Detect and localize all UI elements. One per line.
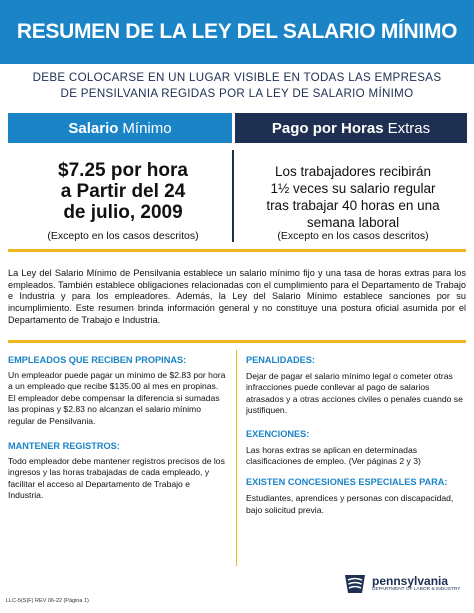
overtime-line-1: Los trabajadores recibirán: [274, 164, 432, 179]
special-allowances-section: [246, 477, 466, 516]
section-body: Las horas extras se aplican en determinadas clasificaciones de empleo. (Ver páginas 2 y 3): [246, 444, 421, 467]
pennsylvania-logo: [342, 567, 470, 601]
section-heading: EXISTEN CONCESIONES ESPECIALES PARA:: [246, 477, 448, 488]
gold-divider-top: [8, 249, 466, 252]
tipped-employees-section: [8, 355, 226, 427]
keystone-icon: [342, 571, 368, 597]
section-heading: MANTENER REGISTROS:: [8, 441, 120, 452]
minimum-wage-header: [8, 113, 232, 143]
page-title: RESUMEN DE LA LEY DEL SALARIO MÍNIMO: [16, 20, 458, 43]
minimum-wage-line-2: a Partir del 24: [60, 181, 186, 202]
minimum-wage-rate: [16, 160, 230, 223]
overtime-header-light: Extras: [387, 119, 431, 137]
form-code: LLC-5(S)F) REV 06-22 (Página 1): [6, 598, 89, 604]
recordkeeping-section: [8, 441, 226, 502]
title-banner: [0, 0, 474, 64]
overtime-line-3: tras trabajar 40 horas en una: [266, 198, 440, 213]
penalties-section: [246, 355, 466, 417]
section-body: Todo empleador debe mantener registros precisos de los ingresos y las horas trabajadas de cada empleado, y facilitar el acceso al Departamento de Trabajo e Industria.: [8, 456, 225, 501]
minimum-wage-header-light: Mínimo: [122, 119, 172, 137]
section-body: Estudiantes, aprendices y personas con discapacidad, bajo solicitud previa.: [246, 493, 454, 515]
posting-notice-line-1: DEBE COLOCARSE EN UN LUGAR VISIBLE EN TODAS LAS EMPRESAS: [32, 71, 442, 84]
minimum-wage-note: (Excepto en los casos descritos): [47, 230, 199, 242]
minimum-wage-header-bold: Salario: [68, 119, 119, 137]
overtime-note: (Excepto en los casos descritos): [277, 230, 429, 242]
right-column: [246, 355, 466, 516]
posting-notice: [0, 70, 474, 102]
gold-divider-middle: [8, 340, 466, 343]
section-heading: EMPLEADOS QUE RECIBEN PROPINAS:: [8, 355, 187, 365]
section-body: Dejar de pagar el salario mínimo legal o cometer otras infracciones puede conllevar al pago de salarios atrasados y a otras acciones civiles o penales cuando se justifiquen.: [246, 371, 463, 416]
minimum-wage-line-1: $7.25 por hora: [58, 160, 188, 181]
overtime-rule: [240, 163, 466, 231]
column-rule: [236, 350, 237, 566]
section-heading: EXENCIONES:: [246, 428, 310, 439]
overtime-header: [235, 113, 467, 143]
overtime-line-4: semana laboral: [306, 215, 400, 230]
posting-notice-line-2: DE PENSILVANIA REGIDAS POR LA LEY DE SALARIO MÍNIMO: [60, 87, 414, 100]
overtime-line-2: 1½ veces su salario regular: [270, 181, 436, 196]
logo-department: DEPARTMENT OF LABOR & INDUSTRY: [372, 587, 461, 592]
minimum-wage-line-3: de julio, 2009: [63, 202, 183, 223]
column-divider: [232, 150, 234, 242]
section-heading: PENALIDADES:: [246, 355, 315, 365]
logo-name: pennsylvania: [372, 574, 449, 588]
overtime-header-bold: Pago por Horas: [271, 119, 384, 137]
logo-text: [372, 575, 460, 593]
intro-paragraph: La Ley del Salario Mínimo de Pensilvania establece un salario mínimo fijo y una tasa de horas extras para los empleados. También establece obligaciones relacionadas con el cumplimiento para el Departamento de Trabajo e Industria y para los empleadores. Además, la Ley del Salario Mínimo establece sanciones por su incumplimiento. Este resumen brinda información general y no constituye una postura oficial asumida por el Departamento de Trabajo e Industria.: [8, 268, 466, 325]
left-column: [8, 355, 226, 502]
section-body: Un empleador puede pagar un mínimo de $2.83 por hora a un empleado que recibe $135.00 al mes en propinas. El empleador debe compensar la diferencia si sumadas las propinas y $2.83 no alcanzan el salario mínimo regular de Pensilvania.: [8, 370, 226, 426]
exemptions-section: [246, 429, 466, 468]
